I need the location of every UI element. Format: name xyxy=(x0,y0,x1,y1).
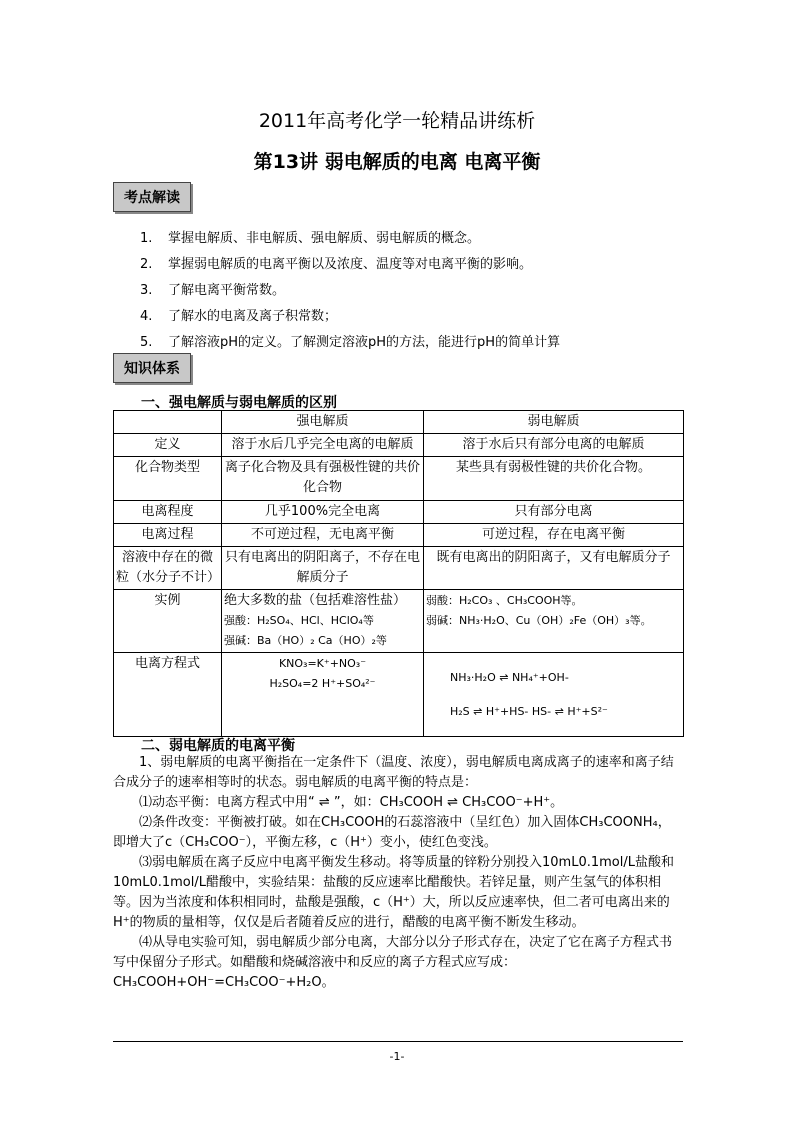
objective-item xyxy=(140,279,285,298)
weak-cell: 既有电离出的阴阳离子，又有电解质分子 xyxy=(424,547,684,590)
table-row xyxy=(114,547,684,590)
paragraph: ⑴动态平衡：电离方程式中用“ ⇌ ”，如：CH₃COOH ⇌ CH₃COO⁻+H⁺。 xyxy=(139,795,564,810)
objective-number: 5. xyxy=(140,335,153,350)
objective-item xyxy=(140,331,560,350)
weak-example-acids: 弱酸：H₂CO₃ 、CH₃COOH等。 xyxy=(426,594,583,607)
equation: NH₃·H₂O ⇌ NH₄⁺+OH- xyxy=(450,670,569,684)
objective-item xyxy=(140,253,532,272)
table-header-row xyxy=(114,411,684,434)
strong-cell: 几乎100%完全电离 xyxy=(222,501,424,524)
weak-cell: 只有部分电离 xyxy=(424,501,684,524)
table-row xyxy=(114,524,684,547)
table-row xyxy=(114,434,684,457)
comparison-table xyxy=(113,410,684,737)
paragraph: ⑵条件改变：平衡被打破。如在CH₃COOH的石蕊溶液中（呈红色）加入固体CH₃COONH₄，即增大了c（CH₃COO⁻），平衡左移，c（H⁺）变小，使红色变浅。 xyxy=(113,815,671,850)
table-cell xyxy=(114,411,222,434)
objective-text: 掌握电解质、非电解质、强电解质、弱电解质的概念。 xyxy=(168,231,481,246)
weak-equations-cell xyxy=(424,653,684,737)
strong-equations-cell xyxy=(222,653,424,737)
page-number: -1- xyxy=(389,1050,405,1063)
section-exam-header: 考点解读 xyxy=(113,182,191,212)
table-header-strong: 强电解质 xyxy=(222,411,424,434)
strong-example-bases: 强碱：Ba（HO）₂ Ca（HO）₂等 xyxy=(224,634,387,647)
section-knowledge-header: 知识体系 xyxy=(113,353,191,383)
body-text xyxy=(113,753,683,993)
objective-number: 2. xyxy=(140,257,153,272)
document-title: 2011年高考化学一轮精品讲练析 xyxy=(258,110,536,132)
row-label: 电离过程 xyxy=(114,524,222,547)
objective-text: 了解电离平衡常数。 xyxy=(168,283,286,298)
objective-number: 1. xyxy=(140,231,153,246)
strong-cell: 离子化合物及具有强极性键的共价化合物 xyxy=(222,457,424,501)
lesson-title: 第13讲 弱电解质的电离 电离平衡 xyxy=(253,151,541,173)
paragraph: ⑶弱电解质在离子反应中电离平衡发生移动。将等质量的锌粉分别投入10mL0.1mol/L盐酸和10mL0.1mol/L醋酸中，实验结果：盐酸的反应速率比醋酸快。若锌足量，则产生氢气的体积相等。因为当浓度和体积相同时，盐酸是强酸，c（H⁺）大，所以反应速率快，但二者可电离出来的H⁺的物质的量相等，仅仅是后者随着反应的进行，醋酸的电离平衡不断发生移动。 xyxy=(113,855,674,930)
equation: KNO₃=K⁺+NO₃⁻ xyxy=(278,657,367,670)
weak-cell: 溶于水后只有部分电离的电解质 xyxy=(424,434,684,457)
weak-cell: 某些具有弱极性键的共价化合物。 xyxy=(424,457,684,501)
footer-rule xyxy=(113,1041,683,1042)
strong-examples-cell xyxy=(222,590,424,653)
strong-example-acids: 强酸：H₂SO₄、HCl、HClO₄等 xyxy=(224,614,374,627)
row-label: 实例 xyxy=(114,590,222,653)
weak-examples-cell xyxy=(424,590,684,653)
objective-text: 了解水的电离及离子积常数； xyxy=(168,309,338,324)
paragraph: 1、弱电解质的电离平衡指在一定条件下（温度、浓度），弱电解质电离成离子的速率和离子结合成分子的速率相等时的状态。弱电解质的电离平衡的特点是： xyxy=(113,755,674,790)
strong-cell: 不可逆过程，无电离平衡 xyxy=(222,524,424,547)
subsection-heading: 二、弱电解质的电离平衡 xyxy=(141,738,295,754)
strong-cell: 只有电离出的阴阳离子，不存在电解质分子 xyxy=(222,547,424,590)
objective-number: 3. xyxy=(140,283,153,298)
row-label: 电离程度 xyxy=(114,501,222,524)
strong-example-salts: 绝大多数的盐（包括难溶性盐） xyxy=(224,593,407,608)
row-label: 溶液中存在的微粒（水分子不计） xyxy=(114,547,222,590)
equation: H₂SO₄=2 H⁺+SO₄²⁻ xyxy=(269,677,376,690)
table-row-equations xyxy=(114,653,684,737)
objective-number: 4. xyxy=(140,309,153,324)
row-label: 化合物类型 xyxy=(114,457,222,501)
equation-spacer xyxy=(450,688,681,702)
table-row xyxy=(114,501,684,524)
strong-cell: 溶于水后几乎完全电离的电解质 xyxy=(222,434,424,457)
objective-item xyxy=(140,305,337,324)
table-header-weak: 弱电解质 xyxy=(424,411,684,434)
row-label: 电离方程式 xyxy=(114,653,222,737)
row-label: 定义 xyxy=(114,434,222,457)
paragraph: ⑷从导电实验可知，弱电解质少部分电离，大部分以分子形式存在，决定了它在离子方程式书写中保留分子形式。如醋酸和烧碱溶液中和反应的离子方程式应写成：CH₃COOH+OH⁻=CH₃COO⁻+H₂O。 xyxy=(113,935,673,990)
objective-item xyxy=(140,227,480,246)
table-row xyxy=(114,457,684,501)
subsection-heading: 一、强电解质与弱电解质的区别 xyxy=(141,395,337,411)
table-row-examples xyxy=(114,590,684,653)
objective-text: 了解溶液pH的定义。了解测定溶液pH的方法，能进行pH的简单计算 xyxy=(168,335,561,350)
weak-cell: 可逆过程，存在电离平衡 xyxy=(424,524,684,547)
weak-example-bases: 弱碱：NH₃·H₂O、Cu（OH）₂Fe（OH）₃等。 xyxy=(426,614,652,627)
objective-text: 掌握弱电解质的电离平衡以及浓度、温度等对电离平衡的影响。 xyxy=(168,257,533,272)
equation: H₂S ⇌ H⁺+HS- HS- ⇌ H⁺+S²⁻ xyxy=(450,704,608,718)
